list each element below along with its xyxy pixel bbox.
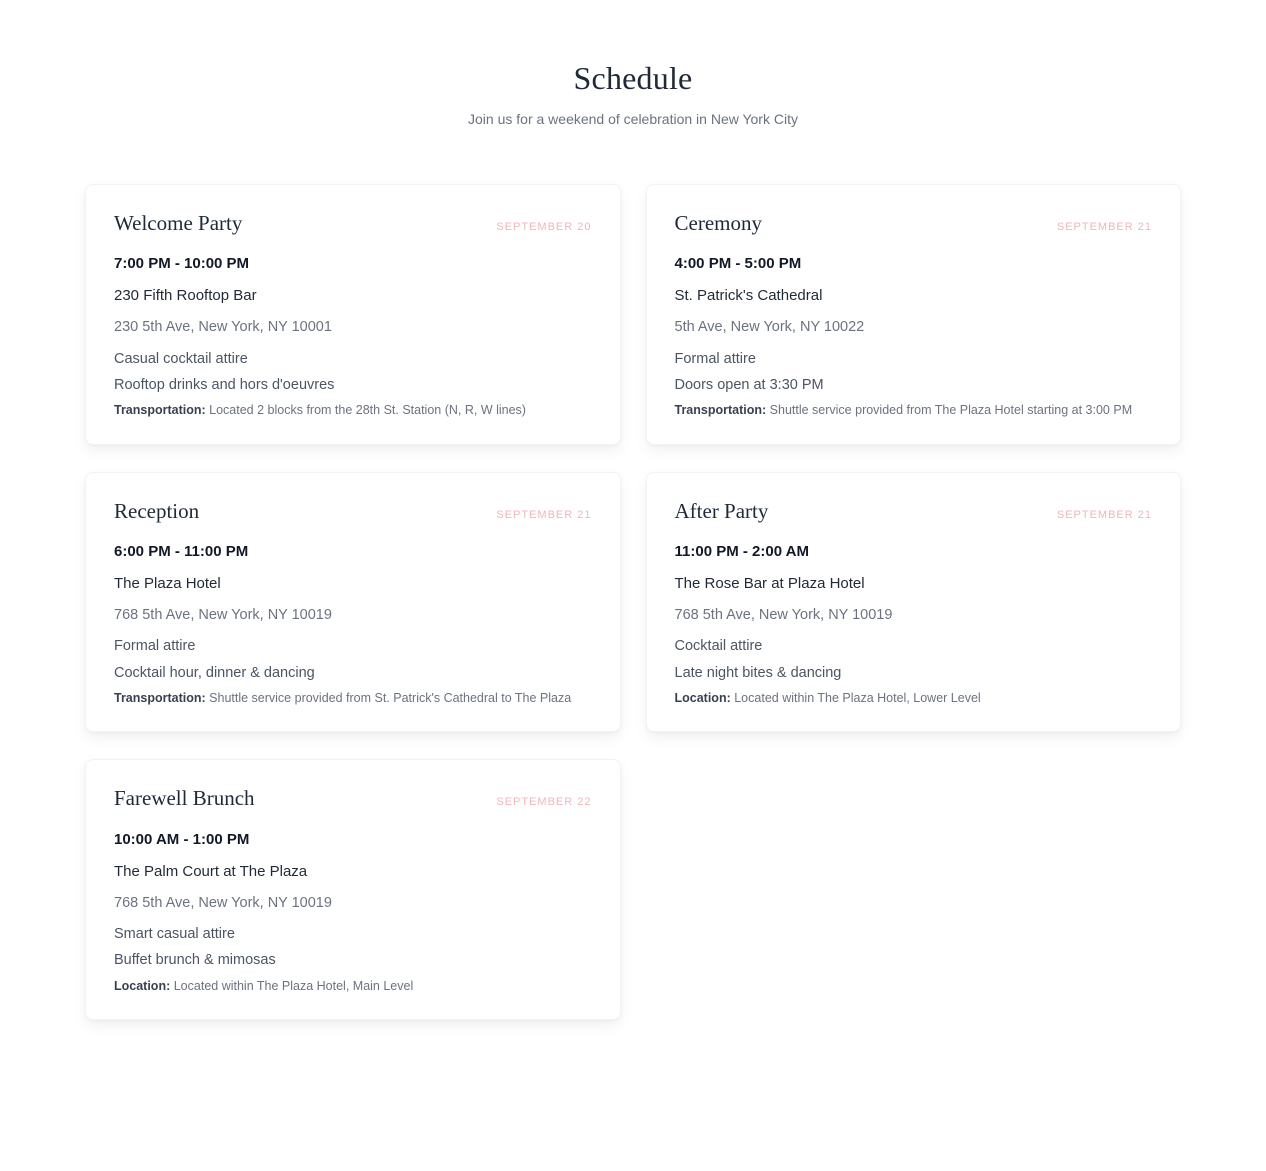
event-description: Rooftop drinks and hors d'oeuvres: [114, 376, 335, 393]
event-time: 6:00 PM - 11:00 PM: [114, 542, 249, 560]
event-attire: Cocktail attire: [674, 638, 763, 655]
event-venue: 230 Fifth Rooftop Bar: [114, 287, 257, 305]
event-venue: The Plaza Hotel: [114, 574, 221, 592]
event-card-reception: [85, 472, 621, 733]
event-title: Farewell Brunch: [114, 786, 255, 811]
event-venue: The Palm Court at The Plaza: [114, 862, 308, 880]
event-date-badge: SEPTEMBER 20: [496, 221, 592, 233]
event-description: Doors open at 3:30 PM: [674, 376, 824, 393]
event-description: Late night bites & dancing: [674, 664, 842, 681]
event-note: [114, 402, 592, 420]
page-title: Schedule: [573, 60, 693, 96]
event-note-label: Location:: [114, 978, 171, 993]
event-attire: Formal attire: [674, 350, 756, 367]
page-subtitle: Join us for a weekend of celebration in New York City: [468, 111, 798, 127]
event-note-text: Shuttle service provided from The Plaza Hotel starting at 3:00 PM: [769, 403, 1133, 418]
event-time: 10:00 AM - 1:00 PM: [114, 830, 250, 848]
event-card-header: [114, 498, 592, 525]
event-note-label: Transportation:: [114, 690, 206, 705]
event-card-welcome-party: [85, 184, 621, 445]
event-attire: Casual cocktail attire: [114, 350, 248, 367]
event-venue: The Rose Bar at Plaza Hotel: [674, 574, 865, 592]
event-title: Welcome Party: [114, 211, 243, 235]
event-address: 768 5th Ave, New York, NY 10019: [114, 606, 332, 623]
event-description: Cocktail hour, dinner & dancing: [114, 664, 315, 681]
event-note-label: Transportation:: [114, 403, 206, 418]
event-note: [675, 690, 1153, 708]
event-note-text: Located within The Plaza Hotel, Main Level: [173, 978, 414, 993]
event-date-badge: SEPTEMBER 21: [1056, 508, 1152, 521]
event-time: 4:00 PM - 5:00 PM: [674, 255, 802, 273]
event-attire: Smart casual attire: [114, 925, 235, 942]
event-address: 768 5th Ave, New York, NY 10019: [114, 894, 332, 911]
event-venue: St. Patrick's Cathedral: [674, 287, 823, 305]
event-date-badge: SEPTEMBER 21: [496, 508, 592, 521]
event-note: [675, 402, 1153, 420]
event-title: After Party: [674, 498, 769, 523]
page-header: [0, 58, 1266, 127]
event-note-text: Shuttle service provided from St. Patrick's Cathedral to The Plaza: [209, 690, 572, 705]
event-date-badge: SEPTEMBER 21: [1056, 221, 1152, 233]
event-time: 11:00 PM - 2:00 AM: [674, 542, 809, 560]
event-card-ceremony: [646, 184, 1182, 445]
event-card-farewell-brunch: [85, 759, 621, 1020]
event-date-badge: SEPTEMBER 22: [496, 796, 592, 809]
event-time: 7:00 PM - 10:00 PM: [114, 255, 250, 273]
event-note: [114, 690, 592, 708]
event-card-header: [114, 210, 592, 237]
event-note-label: Location:: [674, 690, 731, 705]
event-address: 5th Ave, New York, NY 10022: [674, 319, 865, 336]
event-description: Buffet brunch & mimosas: [114, 952, 276, 969]
event-address: 230 5th Ave, New York, NY 10001: [114, 319, 332, 336]
event-note: [114, 978, 592, 996]
event-note-label: Transportation:: [674, 403, 767, 418]
event-card-header: [114, 785, 592, 812]
event-title: Reception: [114, 498, 200, 523]
event-title: Ceremony: [674, 211, 762, 235]
event-note-text: Located 2 blocks from the 28th St. Station (N, R, W lines): [209, 403, 526, 418]
event-card-header: [675, 498, 1153, 525]
event-card-after-party: [646, 472, 1182, 733]
event-address: 768 5th Ave, New York, NY 10019: [674, 606, 893, 623]
event-card-header: [675, 210, 1153, 237]
event-note-text: Located within The Plaza Hotel, Lower Level: [734, 690, 981, 705]
event-attire: Formal attire: [114, 638, 196, 655]
events-grid: [85, 184, 1181, 1140]
